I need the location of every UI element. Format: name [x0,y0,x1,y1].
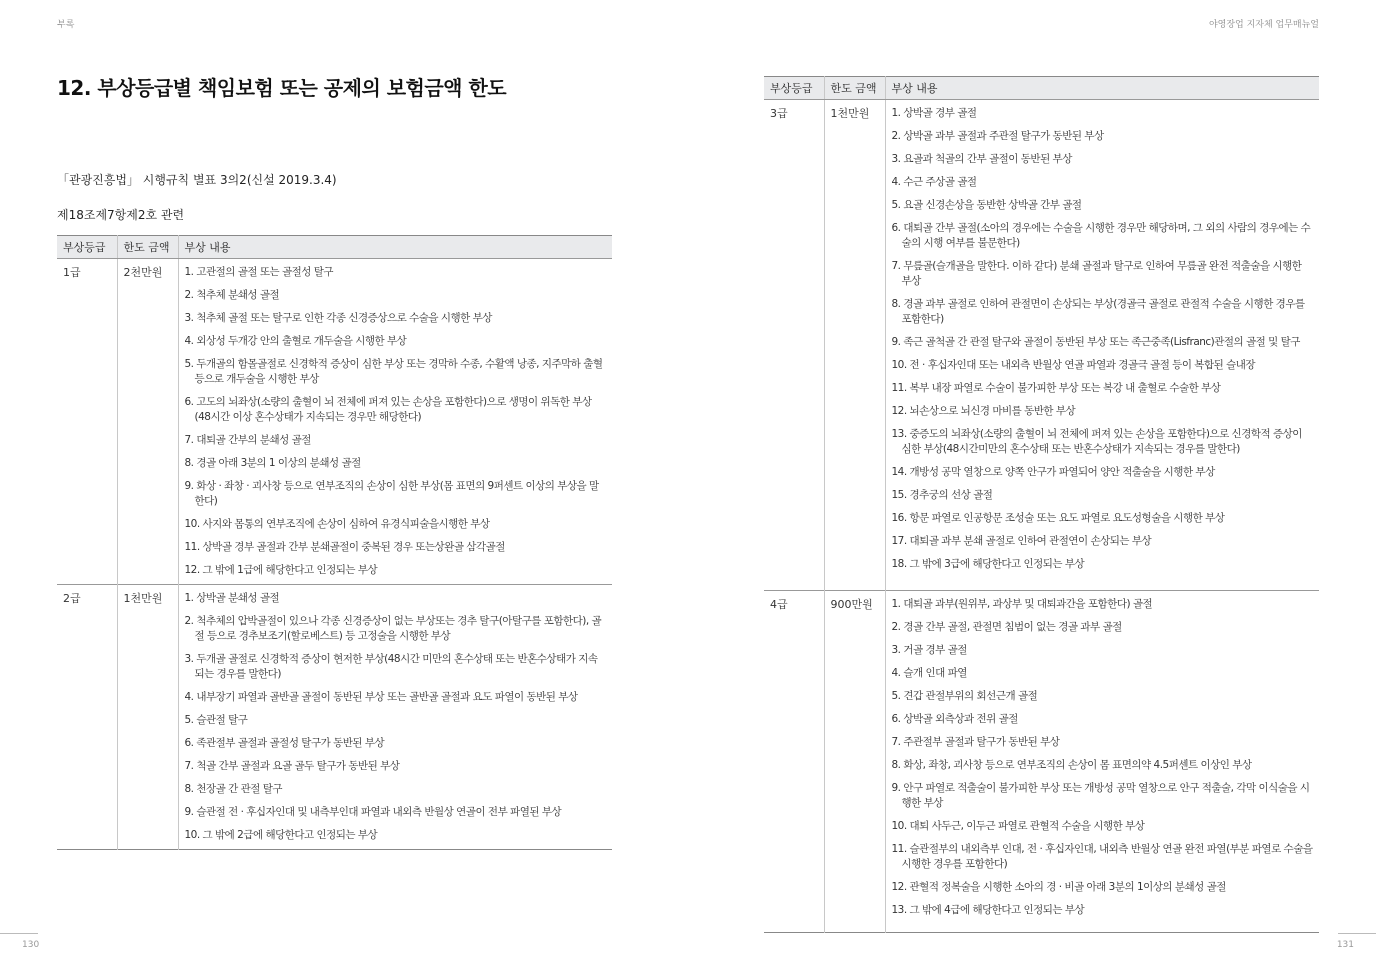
list-item: 4. 슬개 인대 파열 [891,666,967,679]
filler-row [764,932,1319,933]
list-item: 2. 상박골 과부 골절과 주관절 탈구가 동반된 부상 [891,130,1104,142]
amount-cell: 2천만원 [117,259,178,585]
list-item: 7. 무릎골(슬개골을 말한다. 이하 같다) 분쇄 골절과 탈구로 인하여 무릎골 완전 적출술을 시행한 부상 [891,260,1302,287]
list-item: 18. 그 밖에 3급에 해당한다고 인정되는 부상 [891,558,1085,570]
list-item: 6. 고도의 뇌좌상(소량의 출혈이 뇌 전체에 퍼져 있는 손상을 포함한다)으로 생명이 위독한 부상(48시간 이상 혼수상태가 지속되는 경우만 해당한다) [184,396,592,423]
injury-content-cell [885,590,1319,932]
legal-source: 「관광진흥법」 시행규칙 별표 3의2(신설 2019.3.4) [57,173,337,187]
list-item: 8. 경골 아래 3분의 1 이상의 분쇄성 골절 [184,457,361,469]
table-row [764,100,1319,591]
article-reference: 제18조제7항제2호 관련 [57,208,185,222]
footer-divider-left [0,933,38,934]
grade-cell: 2급 [57,585,117,850]
list-item: 5. 요골 신경손상을 동반한 상박골 간부 골절 [891,199,1082,211]
list-item: 10. 전 · 후십자인대 또는 내외측 반월상 연골 파열과 경골극 골절 등이 복합된 슬내장 [891,359,1256,371]
list-item: 3. 두개골 골절로 신경학적 증상이 현저한 부상(48시간 미만의 혼수상태 또는 반혼수상태가 지속되는 경우를 말한다) [184,653,598,680]
list-item: 10. 그 밖에 2급에 해당한다고 인정되는 부상 [184,829,378,841]
list-item: 17. 대퇴골 과부 분쇄 골절로 인하여 관절연이 손상되는 부상 [891,535,1152,547]
page-title: 12. 부상등급별 책임보험 또는 공제의 보험금액 한도 [57,76,507,100]
list-item: 9. 슬관절 전 · 후십자인대 및 내측부인대 파열과 내외측 반월상 연골이 전부 파열된 부상 [184,806,562,818]
list-item: 13. 그 밖에 4급에 해당한다고 인정되는 부상 [891,903,1085,916]
list-item: 1. 상박골 경부 골절 [891,107,977,119]
header-manual-title: 야영장업 지자체 업무매뉴얼 [1208,20,1319,30]
list-item: 3. 거골 경부 골절 [891,643,967,656]
list-item: 11. 슬관절부의 내외측부 인대, 전 · 후십자인대, 내외측 반월상 연골 완전 파열(부분 파열로 수술을 시행한 경우를 포함한다) [891,842,1313,870]
list-item: 5. 두개골의 함몰골절로 신경학적 증상이 심한 부상 또는 경막하 수종, 수활액 낭종, 지주막하 출혈 등으로 개두술을 시행한 부상 [184,358,603,385]
injury-list [185,261,607,582]
page-number-right: 131 [1336,940,1354,950]
list-item: 8. 경골 과부 골절로 인하여 관절면이 손상되는 부상(경골극 골절로 관절적 수술을 시행한 경우를 포함한다) [891,298,1305,325]
list-item: 7. 척골 간부 골절과 요골 골두 탈구가 동반된 부상 [184,760,400,772]
injury-list [892,102,1314,576]
list-item: 1. 고관절의 골절 또는 골절성 탈구 [184,266,334,278]
list-item: 8. 화상, 좌창, 괴사창 등으로 연부조직의 손상이 몸 표면의약 4.5퍼센트 이상인 부상 [891,758,1252,771]
list-item: 9. 화상 · 좌창 · 괴사창 등으로 연부조직의 손상이 심한 부상(몸 표면의 9퍼센트 이상의 부상을 말한다) [184,480,599,507]
injury-grade-table-right [764,76,1319,933]
list-item: 9. 족근 골척골 간 관절 탈구와 골절이 동반된 부상 또는 족근중족(Lisfranc)관절의 골절 및 탈구 [891,336,1300,348]
table-header-row [764,77,1319,100]
injury-content-cell [885,100,1319,591]
column-header-grade: 부상등급 [57,236,117,259]
page-number-left: 130 [22,940,40,950]
list-item: 9. 안구 파열로 적출술이 불가피한 부상 또는 개방성 공막 열창으로 안구 적출술, 각막 이식술을 시행한 부상 [891,781,1310,809]
list-item: 6. 상박골 외측상과 전위 골절 [891,712,1018,725]
grade-cell: 1급 [63,266,81,279]
list-item: 10. 사지와 몸통의 연부조직에 손상이 심하여 유경식피술을시행한 부상 [184,518,490,530]
column-header-amount: 한도 금액 [117,236,178,259]
list-item: 1. 대퇴골 과부(원위부, 과상부 및 대퇴과간을 포함한다) 골절 [891,597,1153,610]
list-item: 5. 슬관절 탈구 [184,714,248,726]
list-item: 12. 뇌손상으로 뇌신경 마비를 동반한 부상 [891,405,1076,417]
list-item: 4. 외상성 두개강 안의 출혈로 개두술을 시행한 부상 [184,335,407,347]
list-item: 12. 관혈적 정복술을 시행한 소아의 경 · 비골 아래 3분의 1이상의 분쇄성 골절 [891,880,1226,893]
list-item: 6. 족관절부 골절과 골절성 탈구가 동반된 부상 [184,737,385,749]
amount-cell: 900만원 [824,590,885,932]
list-item: 1. 상박골 분쇄성 골절 [184,592,280,604]
list-item: 7. 주관절부 골절과 탈구가 동반된 부상 [891,735,1060,748]
list-item: 12. 그 밖에 1급에 해당한다고 인정되는 부상 [184,564,378,576]
table-body [764,100,1319,933]
list-item: 2. 척추체의 압박골절이 있으나 각종 신경증상이 없는 부상또는 경추 탈구(아탈구를 포함한다), 골절 등으로 경추보조기(할로베스트) 등 고정술을 시행한 부상 [184,615,602,642]
list-item: 15. 경추궁의 선상 골절 [891,489,993,501]
grade-cell: 4급 [764,590,824,932]
table-row [57,585,612,850]
table-row [764,590,1319,932]
injury-content-cell [178,585,612,850]
footer-divider-right [1338,933,1376,934]
list-item: 4. 수근 주상골 골절 [891,176,977,188]
column-header-content: 부상 내용 [178,236,612,259]
injury-grade-table-left [57,235,612,850]
column-header-amount: 한도 금액 [824,77,885,100]
grade-cell: 3급 [770,107,788,120]
list-item: 16. 항문 파열로 인공항문 조성술 또는 요도 파열로 요도성형술을 시행한 부상 [891,512,1225,524]
list-item: 2. 경골 간부 골절, 관절면 침범이 없는 경골 과부 골절 [891,620,1122,633]
amount-cell: 1천만원 [117,585,178,850]
list-item: 14. 개방성 공막 열창으로 양쪽 안구가 파열되어 양안 적출술을 시행한 부상 [891,466,1215,478]
list-item: 5. 견갑 관절부위의 회선근개 골절 [891,689,1038,702]
list-item: 13. 중증도의 뇌좌상(소량의 출혈이 뇌 전체에 퍼져 있는 손상을 포함한다)으로 신경학적 증상이 심한 부상(48시간미만의 혼수상태 또는 반혼수상태가 지속되는 경우를 말한다) [891,428,1302,455]
filler-row [57,849,612,850]
list-item: 11. 복부 내장 파열로 수술이 불가피한 부상 또는 복강 내 출혈로 수술한 부상 [891,382,1221,394]
table-body [57,259,612,850]
list-item: 10. 대퇴 사두근, 이두근 파열로 관혈적 수술을 시행한 부상 [891,819,1145,832]
injury-content-cell [178,259,612,585]
list-item: 8. 천장골 간 관절 탈구 [184,783,283,795]
list-item: 6. 대퇴골 간부 골절(소아의 경우에는 수술을 시행한 경우만 해당하며, 그 외의 사람의 경우에는 수술의 시행 여부를 불문한다) [891,222,1311,249]
list-item: 3. 요골과 척골의 간부 골절이 동반된 부상 [891,153,1072,165]
list-item: 7. 대퇴골 간부의 분쇄성 골절 [184,434,311,446]
column-header-grade: 부상등급 [764,77,824,100]
table-header-row [57,236,612,259]
list-item: 4. 내부장기 파열과 골반골 골절이 동반된 부상 또는 골반골 골절과 요도 파열이 동반된 부상 [184,691,578,703]
amount-cell: 1천만원 [824,100,885,591]
injury-list [892,593,1314,922]
table-row [57,259,612,585]
header-section-label: 부록 [57,20,75,30]
injury-list [185,587,607,847]
list-item: 3. 척추체 골절 또는 탈구로 인한 각종 신경증상으로 수술을 시행한 부상 [184,312,492,324]
list-item: 11. 상박골 경부 골절과 간부 분쇄골절이 중복된 경우 또는상완골 삼각골절 [184,541,505,553]
column-header-content: 부상 내용 [885,77,1319,100]
list-item: 2. 척추체 분쇄성 골절 [184,289,280,301]
